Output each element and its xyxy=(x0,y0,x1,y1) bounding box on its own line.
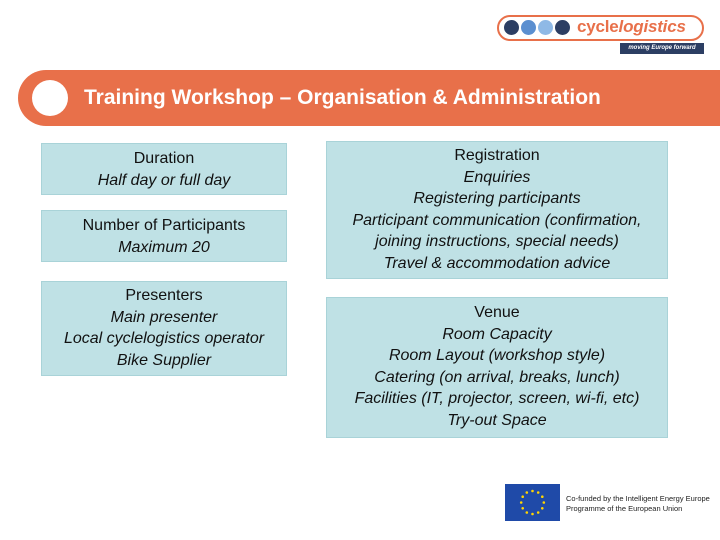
registration-box xyxy=(326,141,668,279)
venue-heading: Venue xyxy=(474,304,520,321)
eu-flag-icon xyxy=(505,484,560,521)
logo-tagline: moving Europe forward xyxy=(620,43,704,54)
participants-line: Maximum 20 xyxy=(118,238,210,256)
duration-line: Half day or full day xyxy=(97,171,231,189)
presenters-line: Main presenter xyxy=(110,308,218,326)
logo-dot-icon xyxy=(521,20,536,35)
presenters-heading: Presenters xyxy=(125,287,203,304)
venue-line: Room Capacity xyxy=(442,325,552,343)
page-title: Training Workshop – Organisation & Administration xyxy=(84,86,601,109)
venue-line: Catering (on arrival, breaks, lunch) xyxy=(374,368,620,386)
duration-box xyxy=(41,143,287,195)
eu-text-line: Programme of the European Union xyxy=(566,504,683,513)
registration-line: Registering participants xyxy=(413,190,581,207)
cyclelogistics-logo xyxy=(497,15,705,55)
venue-line: Facilities (IT, projector, screen, wi-fi, etc) xyxy=(354,390,640,407)
venue-line: Room Layout (workshop style) xyxy=(388,347,606,364)
registration-line: Participant communication (confirmation, xyxy=(352,211,642,229)
presenters-box xyxy=(41,281,287,376)
eu-funding-text xyxy=(566,494,716,514)
participants-heading: Number of Participants xyxy=(82,217,246,234)
registration-line: Enquiries xyxy=(463,168,531,186)
participants-box xyxy=(41,210,287,262)
venue-line: Try-out Space xyxy=(447,411,547,429)
registration-heading: Registration xyxy=(454,147,540,164)
logo-dot-icon xyxy=(538,20,553,35)
presenters-line: Local cyclelogistics operator xyxy=(63,330,265,347)
registration-line: joining instructions, special needs) xyxy=(375,233,619,250)
duration-heading: Duration xyxy=(133,150,195,167)
banner-circle-icon xyxy=(32,80,68,116)
logo-wordmark: cyclelogistics xyxy=(577,17,686,36)
venue-box xyxy=(326,297,668,438)
logo-dot-icon xyxy=(504,20,519,35)
eu-text-line: Co-funded by the Intelligent Energy Europe xyxy=(566,494,710,503)
presenters-line: Bike Supplier xyxy=(116,351,212,369)
registration-line: Travel & accommodation advice xyxy=(383,254,611,272)
logo-dot-icon xyxy=(555,20,570,35)
eu-stars-icon xyxy=(505,484,560,521)
